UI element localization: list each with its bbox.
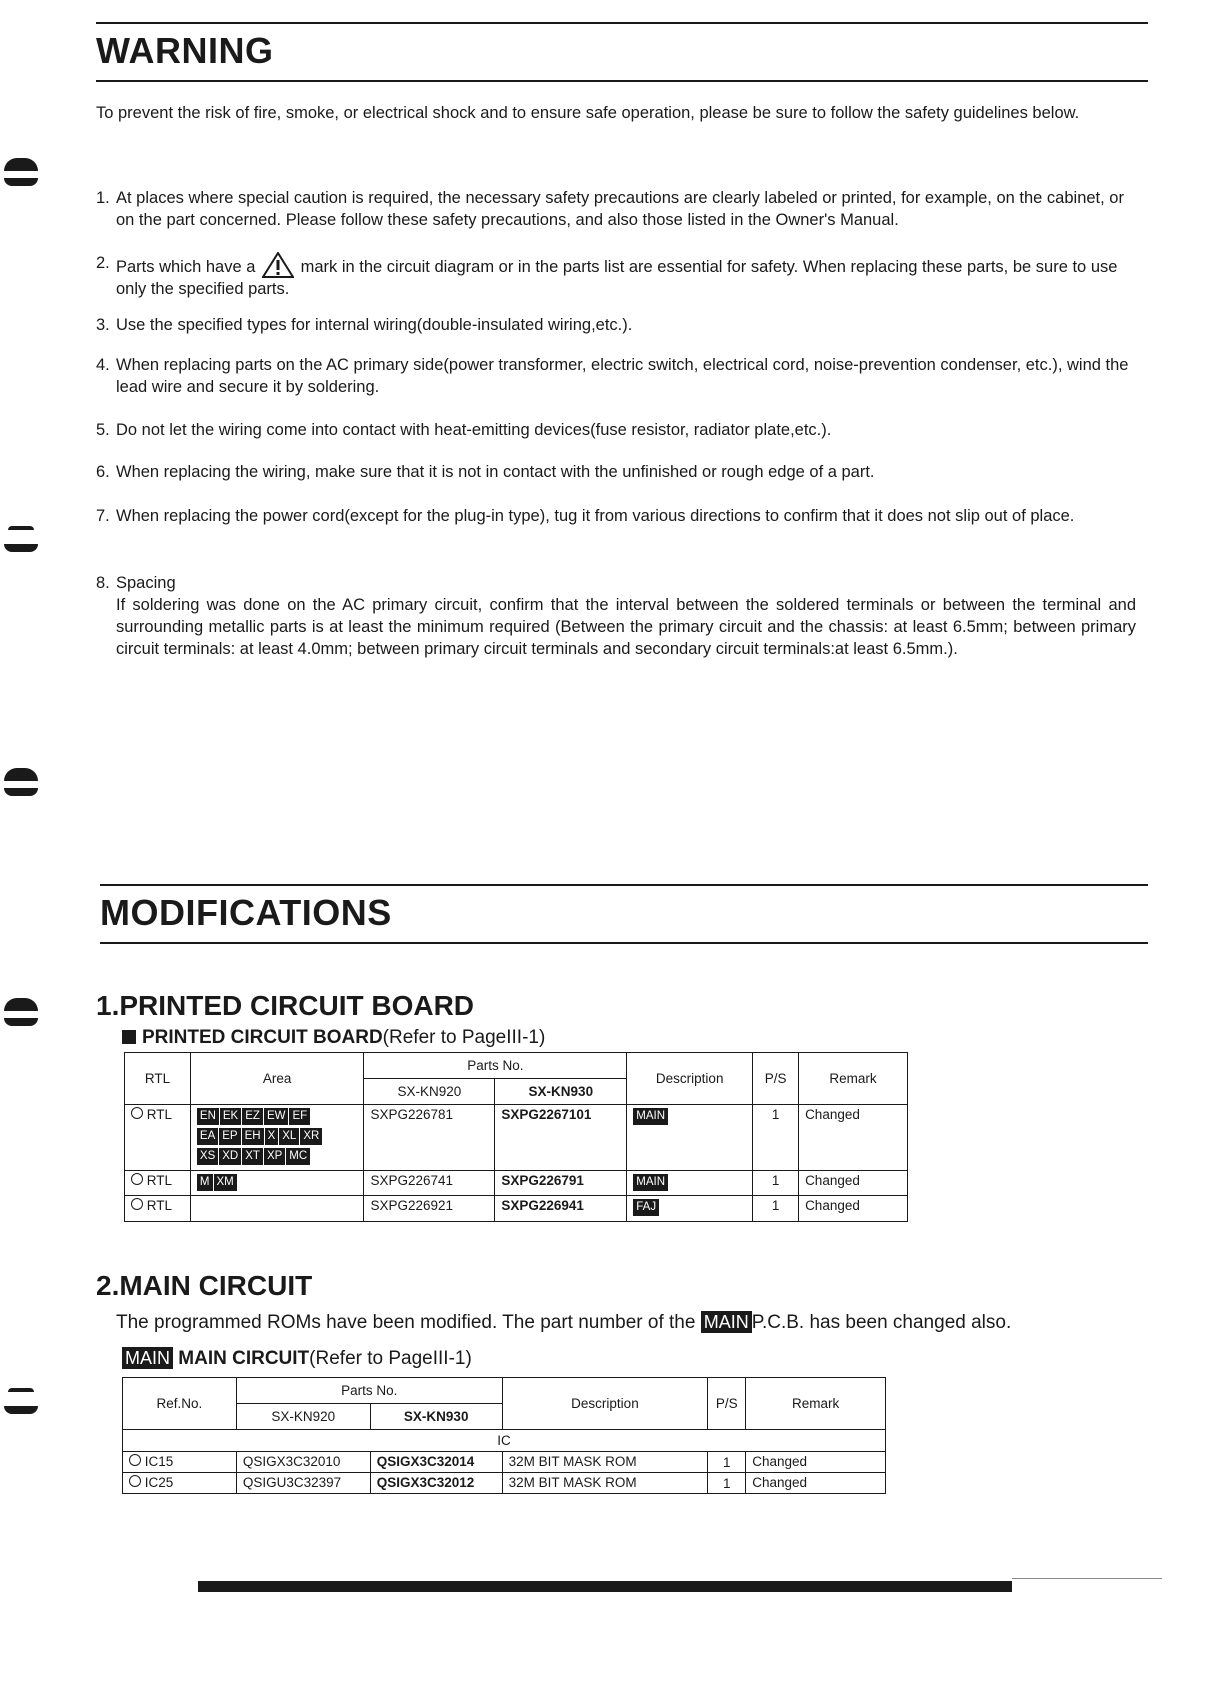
header-remark: Remark [746, 1378, 886, 1430]
pcb-table [124, 1052, 908, 1222]
item-text: At places where special caution is required, the necessary safety precautions are clearly labeled or printed, for example, on the cabinet, or on the part concerned. Please follow these safety precautions, and also those listed in the Owner's Manual. [116, 189, 1124, 229]
item-number: 5. [96, 421, 110, 439]
area-tag: EH [242, 1128, 264, 1145]
item-heading: Spacing [116, 574, 176, 592]
ps-cell: 1 [708, 1452, 746, 1473]
remark-cell: Changed [799, 1196, 908, 1222]
area-tag: XP [264, 1148, 285, 1165]
header-ps: P/S [753, 1053, 799, 1105]
table-row [125, 1105, 908, 1171]
area-tag: EF [289, 1108, 310, 1125]
part-a-cell: QSIGU3C32397 [236, 1473, 370, 1494]
item-number: 1. [96, 189, 110, 207]
ps-cell: 1 [753, 1105, 799, 1171]
warning-intro: To prevent the risk of fire, smoke, or electrical shock and to ensure safe operation, please be sure to follow the safety guidelines below. [96, 104, 1080, 122]
circle-mark-icon [129, 1454, 141, 1466]
pcb-subheading-label: PRINTED CIRCUIT BOARD [142, 1027, 383, 1048]
item-number: 3. [96, 316, 110, 334]
header-model-a: SX-KN920 [364, 1079, 495, 1105]
remark-cell: Changed [746, 1452, 886, 1473]
warning-title: WARNING [96, 30, 274, 71]
area-tag: XM [214, 1174, 237, 1191]
rtl-cell: RTL [146, 1198, 173, 1213]
main-note-tag: MAIN [701, 1311, 752, 1333]
part-b-cell: SXPG2267101 [495, 1105, 627, 1171]
mod-rule-top [100, 884, 1148, 886]
area-tag: M [197, 1174, 213, 1191]
warning-item-5 [96, 419, 1136, 441]
item-text: Do not let the wiring come into contact with heat-emitting devices(fuse resistor, radiator plate,etc.). [116, 421, 832, 439]
area-tag: EA [197, 1128, 218, 1145]
area-cell [190, 1196, 364, 1222]
part-b-cell: SXPG226941 [495, 1196, 627, 1222]
part-b-cell: QSIGX3C32012 [370, 1473, 502, 1494]
item-number: 6. [96, 463, 110, 481]
item-number: 4. [96, 356, 110, 374]
remark-cell: Changed [799, 1105, 908, 1171]
item-text-after: mark in the circuit diagram or in the parts list are essential for safety. When replacing these parts, be sure to use only the specified parts. [116, 258, 1118, 298]
item-number: 8. [96, 574, 110, 592]
item-number: 7. [96, 507, 110, 525]
part-a-cell: QSIGX3C32010 [236, 1452, 370, 1473]
circle-mark-icon [131, 1173, 143, 1185]
header-parts-no: Parts No. [236, 1378, 502, 1404]
main-subheading-ref: (Refer to PageIII-1) [309, 1348, 472, 1369]
square-bullet-icon [122, 1030, 136, 1044]
rtl-cell: RTL [146, 1173, 173, 1188]
area-tag: MC [286, 1148, 310, 1165]
warning-item-1 [96, 187, 1136, 231]
main-heading: 2.MAIN CIRCUIT [96, 1270, 313, 1301]
area-cell [190, 1105, 364, 1171]
ps-cell: 1 [708, 1473, 746, 1494]
header-model-b: SX-KN930 [495, 1079, 627, 1105]
header-area: Area [190, 1053, 364, 1105]
ref-cell: IC25 [144, 1475, 174, 1490]
area-tag: XL [279, 1128, 299, 1145]
warning-item-6 [96, 461, 1136, 483]
main-note-after: P.C.B. has been changed also. [751, 1312, 1012, 1333]
area-tag: X [265, 1128, 279, 1145]
part-a-cell: SXPG226921 [364, 1196, 495, 1222]
main-sub-tag: MAIN [122, 1347, 173, 1369]
area-tag: EP [219, 1128, 240, 1145]
table-row [125, 1171, 908, 1196]
item-number: 2. [96, 254, 110, 272]
header-ref: Ref.No. [123, 1378, 237, 1430]
header-model-a: SX-KN920 [236, 1404, 370, 1430]
remark-cell: Changed [746, 1473, 886, 1494]
modifications-title: MODIFICATIONS [100, 892, 392, 933]
warning-item-3 [96, 314, 1136, 336]
main-note-before: The programmed ROMs have been modified. The part number of the [116, 1312, 696, 1333]
circle-mark-icon [129, 1475, 141, 1487]
pcb-subheading-ref: (Refer to PageIII-1) [382, 1027, 546, 1048]
footer-bar [198, 1581, 1012, 1592]
part-b-cell: SXPG226791 [495, 1171, 627, 1196]
area-tag: EZ [242, 1108, 263, 1125]
ref-cell: IC15 [144, 1454, 174, 1469]
pcb-subheading [122, 1027, 545, 1049]
part-a-cell: SXPG226741 [364, 1171, 495, 1196]
pcb-heading: 1.PRINTED CIRCUIT BOARD [96, 990, 475, 1021]
warning-item-4 [96, 354, 1136, 398]
header-description: Description [627, 1053, 753, 1105]
header-model-b: SX-KN930 [370, 1404, 502, 1430]
table-row [125, 1196, 908, 1222]
item-text: Use the specified types for internal wiring(double-insulated wiring,etc.). [116, 316, 633, 334]
item-text-before: Parts which have a [116, 258, 256, 276]
warning-rule-bottom [96, 80, 1148, 82]
warning-item-8 [96, 572, 1136, 660]
ps-cell: 1 [753, 1196, 799, 1222]
remark-cell: Changed [799, 1171, 908, 1196]
warning-item-2 [96, 252, 1136, 300]
item-text: When replacing the wiring, make sure that it is not in contact with the unfinished or rough edge of a part. [116, 463, 875, 481]
area-tag: EW [264, 1108, 289, 1125]
area-tag: XD [219, 1148, 241, 1165]
desc-cell: 32M BIT MASK ROM [502, 1473, 708, 1494]
header-rtl: RTL [125, 1053, 191, 1105]
warning-item-7 [96, 505, 1136, 527]
header-remark: Remark [799, 1053, 908, 1105]
main-note [116, 1311, 1011, 1334]
area-tag: EN [197, 1108, 219, 1125]
desc-tag: FAJ [633, 1199, 659, 1216]
rtl-cell: RTL [146, 1107, 173, 1122]
header-parts-no: Parts No. [364, 1053, 627, 1079]
warning-rule-top [96, 22, 1148, 24]
footer-rule [1012, 1578, 1162, 1579]
header-description: Description [502, 1378, 708, 1430]
main-circuit-table [122, 1377, 886, 1494]
area-tag: EK [220, 1108, 241, 1125]
mod-rule-bottom [100, 942, 1148, 944]
main-subheading [122, 1347, 472, 1370]
area-tag: XR [300, 1128, 322, 1145]
item-text: When replacing parts on the AC primary side(power transformer, electric switch, electrical cord, noise-prevention condenser, etc.), wind the lead wire and secure it by soldering. [116, 356, 1129, 396]
ps-cell: 1 [753, 1171, 799, 1196]
area-tag: XS [197, 1148, 218, 1165]
desc-cell: 32M BIT MASK ROM [502, 1452, 708, 1473]
part-a-cell: SXPG226781 [364, 1105, 495, 1171]
part-b-cell: QSIGX3C32014 [370, 1452, 502, 1473]
warning-triangle-icon [262, 252, 294, 278]
item-text: When replacing the power cord(except for the plug-in type), tug it from various directions to confirm that it does not slip out of place. [116, 507, 1075, 525]
desc-tag: MAIN [633, 1108, 668, 1125]
area-cell [190, 1171, 364, 1196]
circle-mark-icon [131, 1107, 143, 1119]
table-row [123, 1473, 886, 1494]
table-row [123, 1452, 886, 1473]
item-text: If soldering was done on the AC primary circuit, confirm that the interval between the soldered terminals or between the terminal and surrounding metallic parts is at least the minimum required (Between the primary circuit and the chassis: at least 6.5mm; between primary circuit terminals: at least 4.0mm; between primary circuit terminals and secondary circuit terminals:at least 6.5mm.). [116, 596, 1136, 658]
desc-tag: MAIN [633, 1174, 668, 1191]
group-row: IC [123, 1430, 886, 1452]
header-ps: P/S [708, 1378, 746, 1430]
area-tag: XT [242, 1148, 263, 1165]
main-subheading-label: MAIN CIRCUIT [178, 1348, 310, 1369]
circle-mark-icon [131, 1198, 143, 1210]
